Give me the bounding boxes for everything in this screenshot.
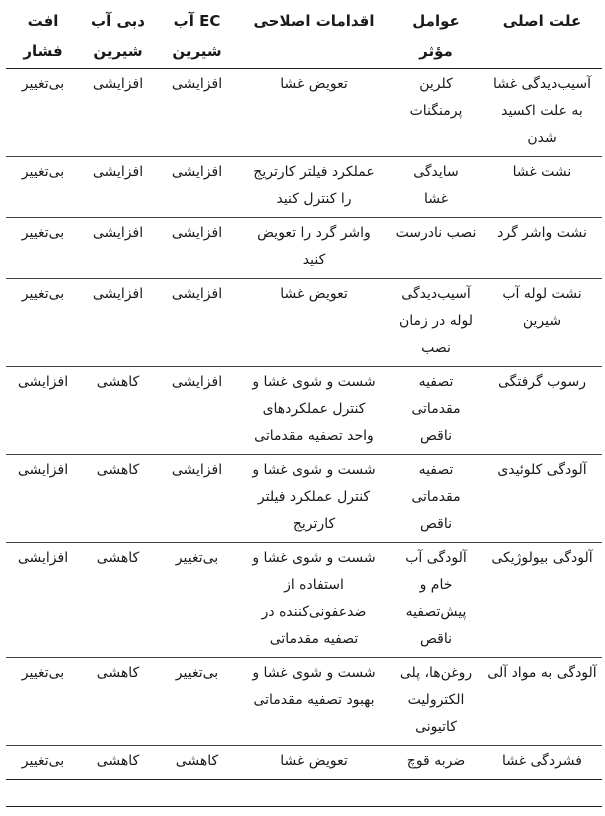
cell-ec: بی‌تغییر bbox=[156, 658, 238, 746]
cell-flow: کاهشی bbox=[80, 367, 156, 455]
cell-ec: کاهشی bbox=[156, 746, 238, 780]
cell-factors: آسیب‌دیدگی لوله در زمان نصب bbox=[390, 279, 482, 367]
cell-corrective-action: تعویض غشا bbox=[238, 746, 390, 780]
cell-flow: کاهشی bbox=[80, 658, 156, 746]
cell-root-cause: نشت واشر گرد bbox=[482, 218, 602, 279]
table-row bbox=[6, 367, 602, 455]
cell-pressure-drop: بی‌تغییر bbox=[6, 746, 80, 780]
cell-root-cause: رسوب گرفتگی bbox=[482, 367, 602, 455]
table-row bbox=[6, 746, 602, 780]
table-row bbox=[6, 279, 602, 367]
table-header bbox=[6, 4, 602, 69]
table-row bbox=[6, 455, 602, 543]
cell-corrective-action: شست و شوی غشا و استفاده از ضدعفونی‌کننده در تصفیه مقدماتی bbox=[238, 543, 390, 658]
cell-root-cause: نشت غشا bbox=[482, 157, 602, 218]
cell-pressure-drop: بی‌تغییر bbox=[6, 279, 80, 367]
cell-root-cause: آلودگی کلوئیدی bbox=[482, 455, 602, 543]
cell-corrective-action: شست و شوی غشا و کنترل عملکردهای واحد تصفیه مقدماتی bbox=[238, 367, 390, 455]
cell-factors: سایدگی غشا bbox=[390, 157, 482, 218]
cell-flow: افزایشی bbox=[80, 218, 156, 279]
cell-pressure-drop: بی‌تغییر bbox=[6, 157, 80, 218]
cell-ec: افزایشی bbox=[156, 279, 238, 367]
cell-pressure-drop: بی‌تغییر bbox=[6, 69, 80, 157]
table-body bbox=[6, 69, 602, 780]
cell-factors: آلودگی آب خام و پیش‌تصفیه ناقص bbox=[390, 543, 482, 658]
cell-ec: افزایشی bbox=[156, 69, 238, 157]
table-row bbox=[6, 218, 602, 279]
cell-factors: تصفیه مقدماتی ناقص bbox=[390, 455, 482, 543]
table-row bbox=[6, 157, 602, 218]
header-pressure-drop: افت فشار bbox=[6, 4, 80, 69]
cell-ec: افزایشی bbox=[156, 455, 238, 543]
cell-pressure-drop: افزایشی bbox=[6, 543, 80, 658]
table-row bbox=[6, 543, 602, 658]
cell-flow: افزایشی bbox=[80, 69, 156, 157]
cell-ec: افزایشی bbox=[156, 367, 238, 455]
cell-corrective-action: شست و شوی غشا و کنترل عملکرد فیلتر کارتریج bbox=[238, 455, 390, 543]
table-row bbox=[6, 69, 602, 157]
cell-pressure-drop: افزایشی bbox=[6, 455, 80, 543]
cell-root-cause: فشردگی غشا bbox=[482, 746, 602, 780]
cell-root-cause: آلودگی به مواد آلی bbox=[482, 658, 602, 746]
cell-ec: افزایشی bbox=[156, 218, 238, 279]
cell-flow: افزایشی bbox=[80, 279, 156, 367]
cell-pressure-drop: افزایشی bbox=[6, 367, 80, 455]
cell-factors: تصفیه مقدماتی ناقص bbox=[390, 367, 482, 455]
cell-root-cause: نشت لوله آب شیرین bbox=[482, 279, 602, 367]
cell-corrective-action: واشر گرد را تعویض کنید bbox=[238, 218, 390, 279]
cell-flow: کاهشی bbox=[80, 455, 156, 543]
cell-pressure-drop: بی‌تغییر bbox=[6, 218, 80, 279]
cell-factors: نصب نادرست bbox=[390, 218, 482, 279]
header-root-cause: علت اصلی bbox=[482, 4, 602, 69]
bottom-rule bbox=[6, 806, 602, 807]
cell-root-cause: آسیب‌دیدگی غشا به علت اکسید شدن bbox=[482, 69, 602, 157]
cell-factors: روغن‌ها، پلی الکترولیت کاتیونی bbox=[390, 658, 482, 746]
header-ec-fresh-water: EC آب شیرین bbox=[156, 4, 238, 69]
header-factors: عوامل مؤثر bbox=[390, 4, 482, 69]
table-row bbox=[6, 658, 602, 746]
cell-flow: افزایشی bbox=[80, 157, 156, 218]
cell-ec: افزایشی bbox=[156, 157, 238, 218]
cell-ec: بی‌تغییر bbox=[156, 543, 238, 658]
header-corrective-actions: اقدامات اصلاحی bbox=[238, 4, 390, 69]
cell-flow: کاهشی bbox=[80, 746, 156, 780]
cell-corrective-action: تعویض غشا bbox=[238, 279, 390, 367]
cell-factors: کلرین پرمنگنات bbox=[390, 69, 482, 157]
cell-pressure-drop: بی‌تغییر bbox=[6, 658, 80, 746]
cell-factors: ضربه قوچ bbox=[390, 746, 482, 780]
cell-corrective-action: عملکرد فیلتر کارتریج را کنترل کنید bbox=[238, 157, 390, 218]
header-fresh-water-flow: دبی آب شیرین bbox=[80, 4, 156, 69]
cell-root-cause: آلودگی بیولوژیکی bbox=[482, 543, 602, 658]
cell-flow: کاهشی bbox=[80, 543, 156, 658]
cell-corrective-action: شست و شوی غشا و بهبود تصفیه مقدماتی bbox=[238, 658, 390, 746]
troubleshooting-table bbox=[6, 4, 602, 780]
cell-corrective-action: تعویض غشا bbox=[238, 69, 390, 157]
